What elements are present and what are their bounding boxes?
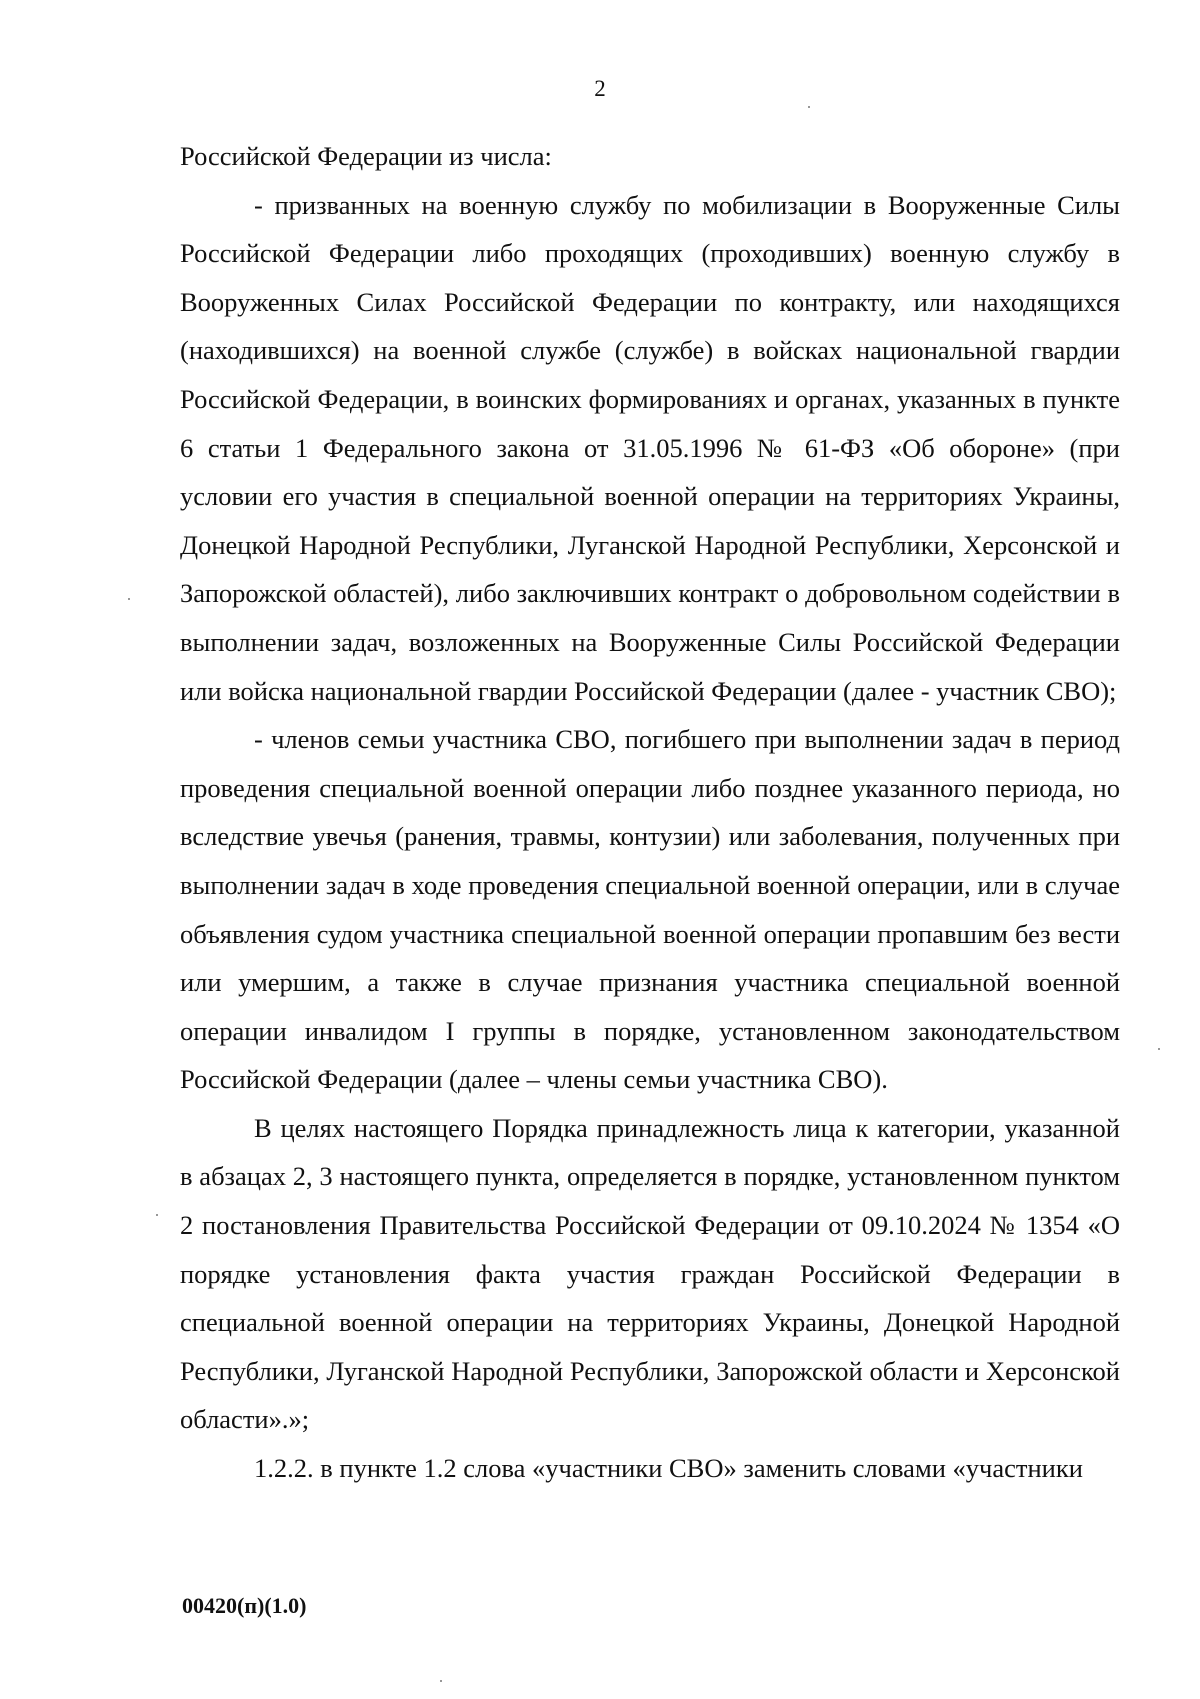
scan-speck — [156, 1214, 158, 1216]
paragraph-mobilized: - призванных на военную службу по мобилизации в Вооруженные Силы Российской Федерации либо проходящих (проходивших) военную службу в Вооруженных Силах Российской Федерации по контракту, или находящихся (находившихся) на военной службе (службе) в войсках национальной гвардии Российской Федерации, в воинских формированиях и органах, указанных в пункте 6 статьи 1 Федерального закона от 31.05.1996 № 61-ФЗ «Об обороне» (при условии его участия в специальной военной операции на территориях Украины, Донецкой Народной Республики, Луганской Народной Республики, Херсонской и Запорожской областей), либо заключивших контракт о добровольном содействии в выполнении задач, возложенных на Вооруженные Силы Российской Федерации или войска национальной гвардии Российской Федерации (далее - участник СВО); — [180, 189, 1120, 706]
document-body — [180, 132, 1120, 1493]
document-code: 00420(п)(1.0) — [182, 1593, 307, 1618]
paragraph-intro: Российской Федерации из числа: — [180, 141, 552, 171]
scan-speck — [128, 598, 130, 600]
page-number: 2 — [594, 76, 606, 101]
paragraph-category-definition: В целях настоящего Порядка принадлежность лица к категории, указанной в абзацах 2, 3 настоящего пункта, определяется в порядке, установленном пунктом 2 постановления Правительства Российской Федерации от 09.10.2024 № 1354 «О порядке установления факта участия граждан Российской Федерации в специальной военной операции на территориях Украины, Донецкой Народной Республики, Луганской Народной Республики, Запорожской области и Херсонской области».»; — [180, 1112, 1120, 1435]
paragraph-family-members: - членов семьи участника СВО, погибшего при выполнении задач в период проведения специальной военной операции либо позднее указанного периода, но вследствие увечья (ранения, травмы, контузии) или заболевания, полученных при выполнении задач в ходе проведения специальной военной операции, или в случае объявления судом участника специальной военной операции пропавшим без вести или умершим, а также в случае признания участника специальной военной операции инвалидом I группы в порядке, установленном законодательством Российской Федерации (далее – члены семьи участника СВО). — [180, 724, 1120, 1095]
scan-speck — [440, 1680, 442, 1682]
scan-speck — [1158, 1048, 1160, 1050]
scan-speck — [808, 106, 810, 108]
paragraph-amendment-1-2-2: 1.2.2. в пункте 1.2 слова «участники СВО» заменить словами «участники — [254, 1453, 1083, 1484]
